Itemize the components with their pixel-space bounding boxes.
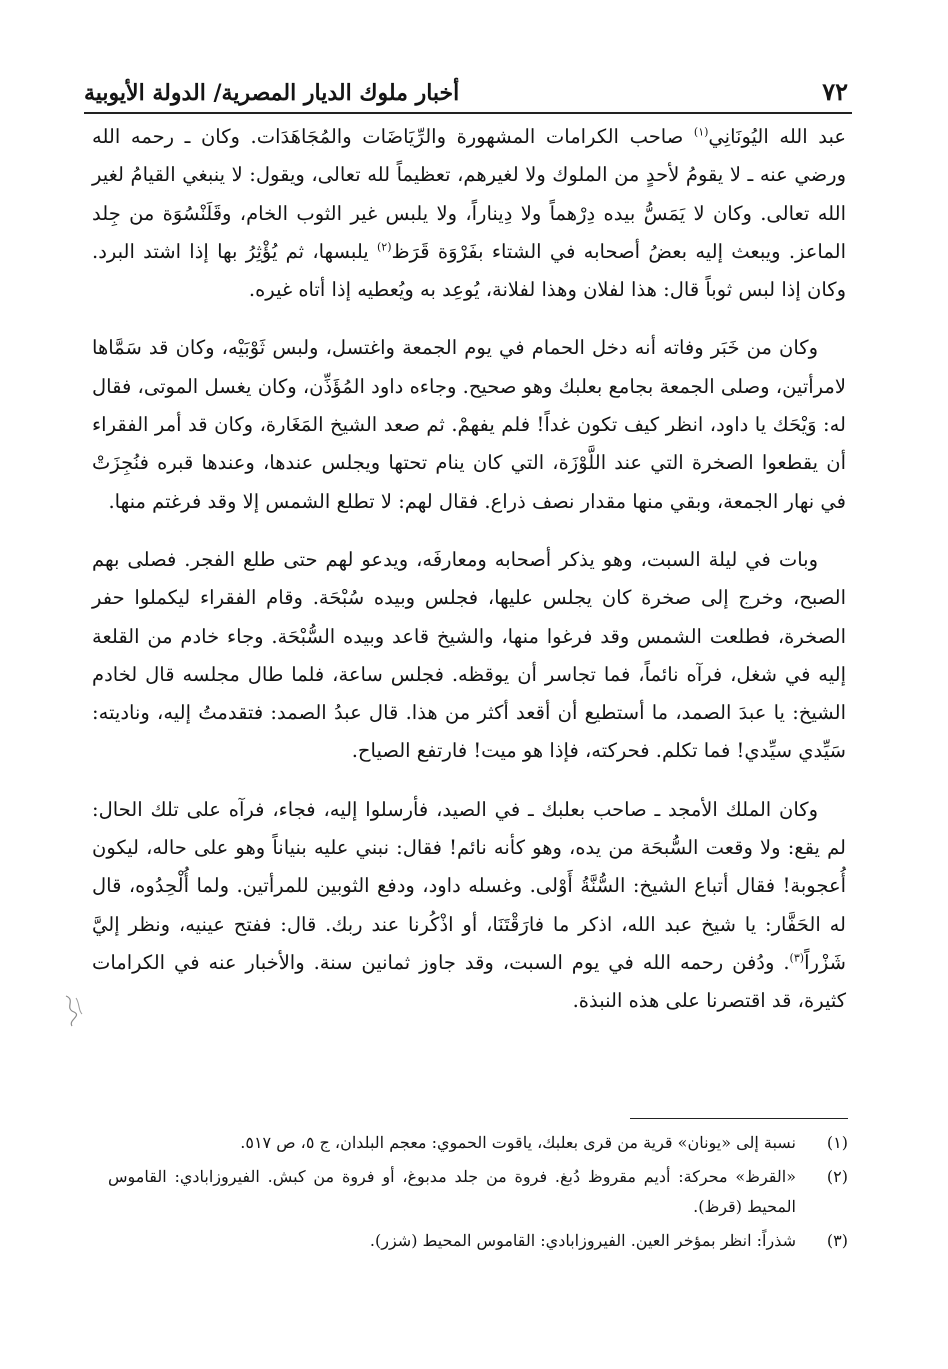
running-title: أخبار ملوك الديار المصرية/ الدولة الأيوبية — [84, 80, 460, 106]
footnote-1-number: (١) — [826, 1133, 848, 1152]
footnote-3-text: شذراً: انظر بمؤخر العين. الفيروزابادي: القاموس المحيط (شزر). — [369, 1231, 796, 1250]
paragraph-4 — [92, 791, 846, 1021]
paragraph-1-text-c: قَرَظ — [391, 239, 438, 263]
footnote-3 — [108, 1226, 848, 1256]
main-text — [92, 118, 846, 1041]
footnote-2-number: (٢) — [826, 1167, 848, 1186]
footnote-1-text: نسبة إلى «يونان» قرية من قرى بعلبك، ياقوت الحموي: معجم البلدان، ج ٥، ص ٥١٧. — [240, 1133, 796, 1152]
paragraph-1-text-d: يلبسها، ثم يُؤْثِرُ بها إذا اشتد البرد. وكان إذا لبس ثوباً قال: هذا لفلان وهذا لفلانة، يُوعِد به ويُعطيه إذا أتاه غيره. — [92, 239, 846, 302]
footnote-ref-3: (٣) — [789, 951, 805, 965]
running-header — [84, 66, 848, 106]
footnote-ref-1: (١) — [693, 125, 709, 139]
footnote-3-number: (٣) — [826, 1231, 848, 1250]
footnote-ref-2: (٢) — [376, 240, 392, 254]
paragraph-2: وكان من خَبَر وفاته أنه دخل الحمام في يوم الجمعة واغتسل، ولبس ثَوْبَيْه، وكان قد سَمَّاها لامرأتين، وصلى الجمعة بجامع بعلبك وهو صحيح. وجاءه داود المُؤَذِّن، وكان يغسل الموتى، فقال له: وَيْحَك يا داود، انظر كيف تكون غداً! فلم يفهمْ. ثم صعد الشيخ المَغَارة، وكان قد أمر الفقراء أن يقطعوا الصخرة التي عند اللَّوْزَة، التي كان ينام تحتها ويجلس عندها، وعندها قبره فنُجِزَتْ في نهار الجمعة، وبقي منها مقدار نصف ذراع. فقال لهم: لا تطلع الشمس إلا وقد فرغتم منها. — [92, 336, 846, 513]
footnotes — [108, 1128, 848, 1260]
header-rule — [84, 112, 852, 114]
handwritten-margin-mark — [58, 990, 88, 1030]
paragraph-3: وبات في ليلة السبت، وهو يذكر أصحابه ومعارفَه، ويدعو لهم حتى طلع الفجر. فصلى بهم الصبح، وخرج إلى صخرة كان يجلس عليها، فجلس وبيده سُبْحَة. وقام الفقراء ليكملوا حفر الصخرة، فطلعت الشمس وقد فرغوا منها، والشيخ قاعد وبيده السُّبْحَة. وجاء خادم من القلعة إليه في شغل، فرآه نائماً، فما تجاسر أن يوقظه. فجلس ساعة، فلما طال مجلسه قال لخادم الشيخ: يا عبدَ الصمد، ما أستطيع أن أقعد أكثر من هذا. قال عبدُ الصمد: فتقدمتُ إليه، وناديته: سَيِّدي سيِّدي! فما تكلم. فحركته، فإذا هو ميت! فارتفع الصياح. — [92, 547, 846, 763]
footnote-1 — [108, 1128, 848, 1158]
footnote-rule — [630, 1118, 848, 1119]
paragraph-1-text-b: صاحب الكرامات المشهورة والرِّيَاضَات والمُجَاهَدَات. وكان ـ رحمه الله ورضي عنه ـ لا يقومُ لأحدٍ من الملوك ولا لغيرهم، تعظيماً لله تعالى، ويقول: لا ينبغي القيامُ لغير الله تعالى. وكان لا يَمَسُّ بيده دِرْهماً ولا دِيناراً، ولا يلبس غير الثوب الخام، وقَلَنْسُوَة من جِلد الماعز. ويبعث إليه بعضُ أصحابه في الشتاء بفَرْوَة — [92, 125, 846, 263]
footnote-2-text: «القرظ» محركة: أديم مقروظ دُبغ. فروة من جلد مدبوغ، أو فروة من كبش. الفيروزابادي: القاموس المحيط (قرظ). — [108, 1167, 796, 1216]
page-number: ٧٢ — [822, 77, 848, 106]
paragraph-4-text-b: . ودُفن رحمه الله في يوم السبت، وقد جاوز ثمانين سنة. والأخبار عنه في الكرامات كثيرة، قد اقتصرنا على هذه النبذة. — [92, 950, 846, 1013]
paragraph-4-text-a: وكان الملك الأمجد ـ صاحب بعلبك ـ في الصيد، فأرسلوا إليه، فجاء، فرآه على تلك الحال: لم يقع: ولا وقعت السُّبحَة من يده، وهو كأنه نائم! فقال: نبني عليه بنياناً وهو على حاله، ليكون أُعجوبة! فقال أتباع الشيخ: السُّنَّةُ أَوْلى. وغسله داود، ودفع الثوبين للمرأتين. ولما أُلْحِدُوه، قال له الحَفَّار: يا شيخ عبد الله، اذكر ما فارَقْتَنَا، أو اذْكُرنا عند ربك. قال: ففتح عينيه، ونظر إليَّ شَزْراً — [92, 797, 846, 974]
footnote-2 — [108, 1162, 848, 1222]
paragraph-1 — [92, 118, 846, 309]
paragraph-1-text-a: عبد الله اليُونَانِي — [708, 125, 847, 148]
